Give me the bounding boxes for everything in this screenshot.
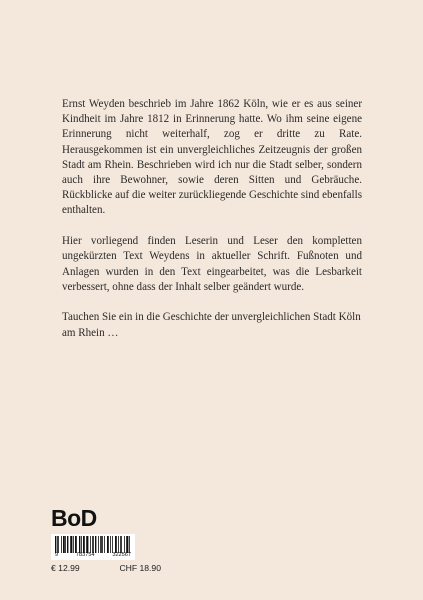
barcode-bar <box>126 536 127 553</box>
barcode-digit-group: 322567 <box>112 552 131 558</box>
barcode-bar <box>102 536 103 553</box>
barcode-bar <box>81 536 82 553</box>
barcode-bar <box>98 536 99 553</box>
barcode-digits <box>51 553 135 559</box>
blurb-paragraph: Tauchen Sie ein in die Geschichte der unvergleichlichen Stadt Köln am Rhein … <box>62 311 361 339</box>
barcode-bar <box>120 536 121 553</box>
barcode-bar <box>104 536 105 553</box>
barcode-bar <box>61 536 62 553</box>
barcode-bar <box>64 536 65 553</box>
barcode-bar <box>100 536 101 553</box>
barcode-bar <box>95 536 96 553</box>
barcode-bar <box>129 536 130 553</box>
barcode-bar <box>112 536 113 553</box>
barcode-bar <box>57 536 58 553</box>
blurb-text <box>62 97 362 356</box>
price-chf: CHF 18.90 <box>119 563 161 573</box>
barcode-bar <box>118 536 119 553</box>
barcode-bar <box>67 536 68 553</box>
barcode-bar <box>101 536 102 553</box>
barcode-bar <box>110 536 111 553</box>
barcode-bar <box>124 536 125 553</box>
barcode-bar <box>90 536 91 553</box>
barcode-bar <box>84 536 85 553</box>
barcode-bar <box>58 536 59 553</box>
barcode-bar <box>71 536 72 553</box>
barcode-bar <box>92 536 93 553</box>
barcode-icon <box>55 536 131 553</box>
barcode-bar <box>93 536 94 553</box>
barcode-digit-group: 9 <box>55 552 59 558</box>
barcode-bar <box>79 536 80 553</box>
barcode-bar <box>87 536 88 553</box>
price-line <box>51 564 161 573</box>
publisher-logo: BoD <box>51 505 97 531</box>
barcode-digit-group: 783754 <box>75 552 95 558</box>
barcode-bar <box>55 536 56 553</box>
isbn-barcode <box>51 534 135 560</box>
barcode-bar <box>73 536 74 553</box>
barcode-bar <box>121 536 122 553</box>
price-eur: € 12.99 <box>51 563 80 573</box>
barcode-bar <box>65 536 66 553</box>
barcode-bar <box>76 536 77 553</box>
blurb-paragraph: Hier vorliegend finden Leserin und Leser den kompletten ungekürzten Text Weydens in aktueller Schrift. Fußnoten und Anlagen wurden in den Text eingearbeitet, was die Lesbarkeit verbessert, ohne dass der Inhalt selber geändert wurde. <box>62 235 362 293</box>
barcode-bar <box>116 536 117 553</box>
barcode-bar <box>108 536 109 553</box>
barcode-bar <box>86 536 87 553</box>
barcode-bar <box>127 536 128 553</box>
blurb-paragraph: Ernst Weyden beschrieb im Jahre 1862 Köln, wie er es aus seiner Kindheit im Jahre 1812 in Erinnerung hatte. Wo ihm seine eigene Erinnerung nicht weiterhalf, zog er dritte zu Rate. Herausgekommen ist ein unvergleichliches Zeitzeugnis der großen Stadt am Rhein. Beschrieben wird ich nur die Stadt selber, sondern auch ihre Bewohner, sowie deren Sitten und Gebräuche. Rückblicke auf die weiter zurückliegende Geschichte sind ebenfalls enthalten. <box>62 98 362 217</box>
barcode-bar <box>70 536 71 553</box>
